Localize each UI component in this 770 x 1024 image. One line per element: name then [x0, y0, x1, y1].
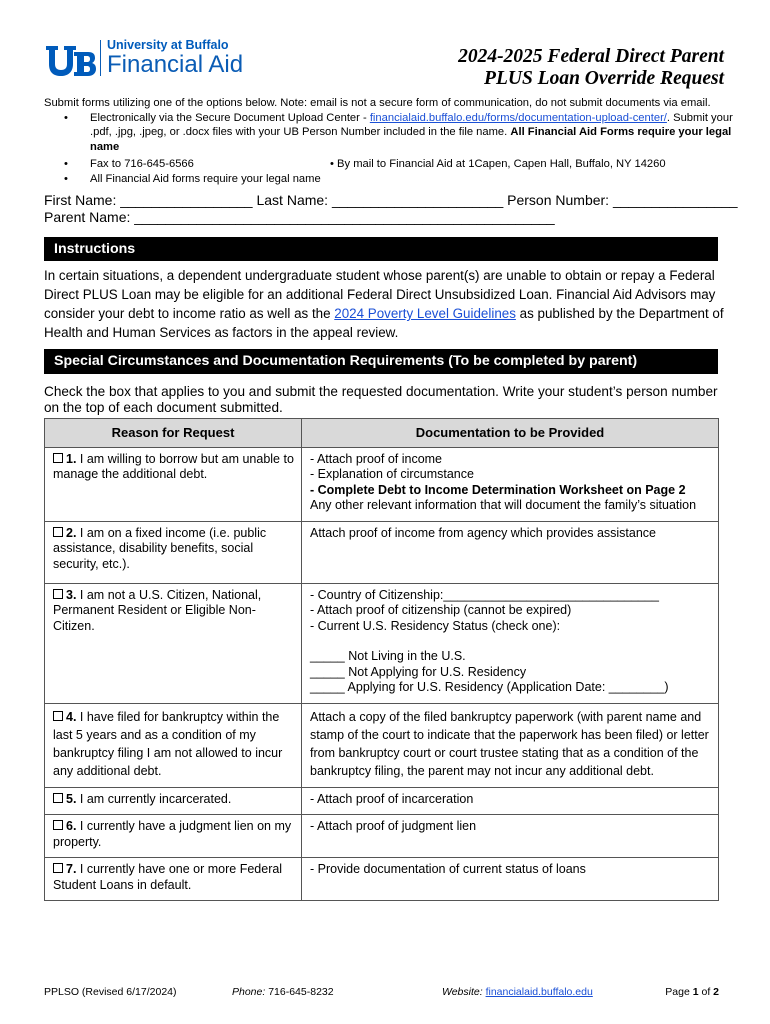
- website-label: Website:: [442, 986, 486, 998]
- footer-website: [442, 986, 593, 998]
- reason-number: 5.: [66, 791, 77, 806]
- doc-line: - Attach proof of incarceration: [310, 791, 474, 806]
- documentation-cell: [302, 703, 719, 787]
- legal-name-note: All Financial Aid Forms require your legal name: [90, 126, 732, 153]
- reason-cell: [45, 583, 302, 703]
- table-row: [45, 447, 719, 521]
- form-title: [458, 46, 724, 90]
- reason-number: 4.: [66, 709, 77, 724]
- check-box-instructions: Check the box that applies to you and submit the requested documentation. Write your student’s person number on the top of each document submitted.: [44, 384, 718, 415]
- bullet-mail: • By mail to Financial Aid at 1Capen, Capen Hall, Buffalo, NY 14260: [330, 158, 666, 170]
- documentation-cell: [302, 858, 719, 901]
- reason-cell: [45, 703, 302, 787]
- doc-line: - Explanation of circumstance: [310, 467, 474, 481]
- upload-text: Electronically via the Secure Document Upload Center -: [90, 111, 370, 124]
- form-id: PPLSO (Revised 6/17/2024): [44, 986, 177, 998]
- doc-line: _____ Not Living in the U.S.: [310, 649, 466, 663]
- page-prefix: Page: [665, 986, 693, 998]
- checkbox[interactable]: [53, 711, 63, 721]
- doc-line: Attach proof of income from agency which provides assistance: [310, 525, 657, 540]
- table-row: [45, 703, 719, 787]
- page-of: of: [698, 986, 714, 998]
- student-name-line[interactable]: First Name: _________________ Last Name: ______________________ Person Number: ________________: [44, 192, 738, 208]
- reason-text: I am willing to borrow but am unable to manage the additional debt.: [53, 451, 294, 481]
- doc-line: _____ Not Applying for U.S. Residency: [310, 664, 527, 679]
- bullet-upload: [44, 111, 734, 155]
- doc-line: Any other relevant information that will document the family’s situation: [310, 498, 697, 512]
- reason-number: 3.: [66, 587, 77, 602]
- page-total: 2: [713, 986, 719, 998]
- documentation-cell: [302, 787, 719, 815]
- upload-center-link[interactable]: financialaid.buffalo.edu/forms/documentation-upload-center/: [369, 111, 667, 124]
- phone-label: Phone:: [232, 986, 266, 998]
- ub-financial-aid-logo: [44, 38, 243, 78]
- documentation-cell: [302, 521, 719, 583]
- name-fields: [44, 192, 738, 226]
- reason-text: I currently have one or more Federal Student Loans in default.: [53, 862, 283, 892]
- page-number: [665, 986, 719, 998]
- reason-number: 1.: [66, 451, 77, 466]
- documentation-cell: [302, 583, 719, 703]
- phone-number: 716-645-8232: [265, 986, 334, 998]
- table-row: [45, 521, 719, 583]
- parent-name-line[interactable]: Parent Name: ______________________________________________________: [44, 209, 555, 225]
- column-header-documentation: Documentation to be Provided: [302, 419, 719, 448]
- logo-department-name: Financial Aid: [107, 51, 244, 78]
- doc-line: - Attach proof of citizenship (cannot be expired): [310, 603, 572, 617]
- doc-line: _____ Applying for U.S. Residency (Application Date: ________): [310, 680, 669, 694]
- ub-logo-icon: [44, 38, 96, 78]
- instructions-body: In certain situations, a dependent undergraduate student whose parent(s) are unable to obtain or repay a Federal Direct PLUS Loan may be eligible for an additional Federal Direct Unsubsidized Loan. Financial Aid Advisors may consider your debt to income ratio as well as the: [44, 268, 716, 321]
- checkbox[interactable]: [53, 820, 63, 830]
- website-link[interactable]: financialaid.buffalo.edu: [485, 986, 593, 998]
- reason-cell: [45, 447, 302, 521]
- page-current: 1: [692, 986, 699, 998]
- table-row: [45, 787, 719, 815]
- submission-note: Submit forms utilizing one of the options below. Note: email is not a secure form of communication, do not submit documents via email.: [44, 97, 711, 109]
- documentation-cell: [302, 815, 719, 858]
- checkbox[interactable]: [53, 793, 63, 803]
- logo-divider: [100, 40, 101, 76]
- checkbox[interactable]: [53, 527, 63, 537]
- reason-cell: [45, 787, 302, 815]
- checkbox[interactable]: [53, 453, 63, 463]
- reason-text: I am not a U.S. Citizen, National, Permanent Resident or Eligible Non-Citizen.: [53, 587, 262, 633]
- doc-line: - Country of Citizenship:_______________________________: [310, 587, 659, 602]
- column-header-reason: Reason for Request: [45, 419, 302, 448]
- doc-line: - Attach proof of income: [310, 451, 443, 466]
- bullet-legal-name: • All Financial Aid forms require your legal name: [44, 172, 330, 187]
- title-line-2: PLUS Loan Override Request: [484, 68, 724, 89]
- instructions-text: [44, 266, 724, 342]
- reasons-table: [44, 418, 719, 901]
- reason-number: 7.: [66, 862, 77, 876]
- upload-text-2: . Submit your .pdf, .jpg, .jpeg, or .docx files with your UB Person Number included in the file name.: [90, 111, 733, 138]
- reason-cell: [45, 815, 302, 858]
- reason-text: I am currently incarcerated.: [76, 791, 232, 806]
- table-row: [45, 858, 719, 901]
- reason-text: I currently have a judgment lien on my property.: [53, 819, 292, 849]
- table-row: [45, 815, 719, 858]
- doc-line: - Complete Debt to Income Determination Worksheet on Page 2: [310, 482, 686, 497]
- checkbox[interactable]: [53, 589, 63, 599]
- submission-options: [44, 96, 734, 186]
- doc-line: Attach a copy of the filed bankruptcy paperwork (with parent name and stamp of the court to indicate that the paperwork has been filed) or letter from bankruptcy court or court trustee stating that as a condition of the bankruptcy filing, the parent may not incur any additional debt.: [310, 709, 709, 778]
- reason-number: 6.: [66, 819, 77, 833]
- instructions-body-2: as published by the Department of Health and Human Services as factors in the appeal review.: [44, 306, 724, 340]
- doc-line: - Provide documentation of current status of loans: [310, 862, 586, 876]
- checkbox[interactable]: [53, 863, 63, 873]
- reason-text: I am on a fixed income (i.e. public assistance, disability benefits, social security, etc.).: [53, 525, 267, 571]
- title-line-1: 2024-2025 Federal Direct Parent: [458, 46, 724, 67]
- reason-cell: [45, 858, 302, 901]
- logo-university-name: University at Buffalo: [107, 38, 229, 52]
- table-row: [45, 583, 719, 703]
- reason-text: I have filed for bankruptcy within the last 5 years and as a condition of my bankruptcy filing I am not allowed to incur any additional debt.: [53, 709, 283, 778]
- doc-line: - Current U.S. Residency Status (check one):: [310, 618, 561, 633]
- doc-line: - Attach proof of judgment lien: [310, 819, 477, 833]
- reason-number: 2.: [66, 525, 77, 540]
- documentation-cell: [302, 447, 719, 521]
- reason-cell: [45, 521, 302, 583]
- instructions-heading: Instructions: [44, 237, 718, 261]
- special-circumstances-heading: Special Circumstances and Documentation Requirements (To be completed by parent): [44, 349, 718, 374]
- footer-phone: [232, 986, 334, 998]
- bullet-fax: • Fax to 716-645-6566: [44, 157, 330, 172]
- poverty-guidelines-link[interactable]: 2024 Poverty Level Guidelines: [334, 306, 516, 321]
